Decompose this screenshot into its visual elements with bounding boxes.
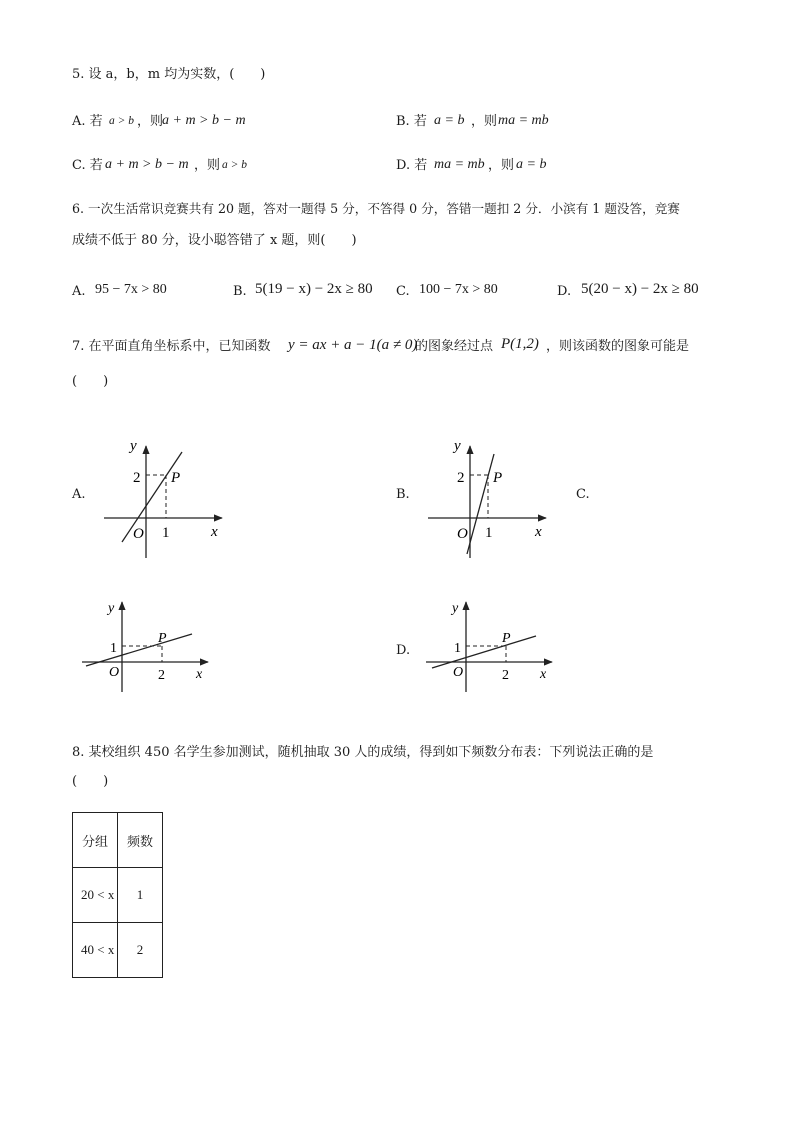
table-header-cell: 分组 xyxy=(73,813,118,868)
function-line xyxy=(86,634,192,666)
q7-func: y = ax + a − 1(a ≠ 0) xyxy=(288,337,418,353)
q6-b-label: B. xyxy=(233,284,247,299)
table-cell: 40 < x xyxy=(73,923,118,978)
q8-paren: ( ) xyxy=(72,774,109,789)
q6-stem-line1: 6. 一次生活常识竞赛共有 20 题，答对一题得 5 分，不答得 0 分，答错一题扣 2 分．小滨有 1 题没答，竞赛 xyxy=(72,201,680,216)
table-row xyxy=(73,923,163,978)
origin-label: O xyxy=(453,665,464,680)
q6-d-label: D. xyxy=(557,284,572,299)
tick-x-label: 1 xyxy=(162,525,170,541)
q5-b-label: B. 若 xyxy=(396,114,427,129)
function-line xyxy=(122,452,182,542)
q6-c-expr: 100 − 7x > 80 xyxy=(419,282,498,297)
origin-label: O xyxy=(457,526,468,542)
y-axis-label: y xyxy=(452,601,459,616)
table-cell: 20 < x xyxy=(73,868,118,923)
q6-stem-line2: 成绩不低于 80 分，设小聪答错了 x 题，则( ) xyxy=(72,233,357,248)
y-axis-label: y xyxy=(454,438,461,454)
tick-y-label: 2 xyxy=(457,470,465,486)
table-header-cell: 频数 xyxy=(118,813,163,868)
table-row xyxy=(73,868,163,923)
tick-x-label: 2 xyxy=(158,668,165,683)
q7-graph-d xyxy=(424,598,564,698)
q5-stem: 5. 设 a，b，m 均为实数，( ) xyxy=(72,67,266,82)
q5-a-res: a + m > b − m xyxy=(162,113,246,128)
q8-stem: 8. 某校组织 450 名学生参加测试，随机抽取 30 人的成绩，得到如下频数分布表：下列说法正确的是 xyxy=(72,745,654,760)
q5-c-mid: ，则 xyxy=(194,158,221,173)
origin-label: O xyxy=(109,665,120,680)
x-axis-label: x xyxy=(540,667,547,682)
q5-d-cond: ma = mb xyxy=(434,157,485,172)
q5-c-res: a > b xyxy=(222,159,248,171)
table-header-row xyxy=(73,813,163,868)
q7-a-label: A. xyxy=(72,487,86,502)
q7-stem-b: 的图象经过点 xyxy=(415,339,494,354)
tick-y-label: 1 xyxy=(454,641,461,656)
q6-c-label: C. xyxy=(396,284,410,299)
q6-d-expr: 5(20 − x) − 2x ≥ 80 xyxy=(581,281,699,297)
q5-b-mid: ，则 xyxy=(471,114,498,129)
point-label: P xyxy=(158,631,167,646)
q6-b-expr: 5(19 − x) − 2x ≥ 80 xyxy=(255,281,373,297)
q7-paren: ( ) xyxy=(72,374,109,389)
q5-c-cond: a + m > b − m xyxy=(105,157,189,172)
x-axis-label: x xyxy=(535,524,542,540)
q7-graph-b xyxy=(424,430,564,570)
x-axis-label: x xyxy=(211,524,218,540)
frequency-table xyxy=(72,812,163,978)
q7-graph-a xyxy=(100,430,240,570)
q5-b-res: ma = mb xyxy=(498,113,549,128)
q7-stem-c: ，则该函数的图象可能是 xyxy=(546,339,690,354)
q6-a-expr: 95 − 7x > 80 xyxy=(95,282,167,297)
tick-x-label: 2 xyxy=(502,668,509,683)
y-axis-label: y xyxy=(130,438,137,454)
point-label: P xyxy=(502,631,511,646)
function-line xyxy=(432,636,536,668)
q5-b-cond: a = b xyxy=(434,113,465,128)
q5-a-mid: ，则 xyxy=(137,114,164,129)
y-axis-label: y xyxy=(108,601,115,616)
point-label: P xyxy=(493,470,503,486)
q7-b-label: B. xyxy=(396,487,410,502)
origin-label: O xyxy=(133,526,144,542)
q7-stem-a: 7. 在平面直角坐标系中，已知函数 xyxy=(72,339,271,354)
q5-a-cond: a > b xyxy=(109,115,135,127)
q5-d-mid: ，则 xyxy=(488,158,515,173)
q7-d-label: D. xyxy=(396,643,411,658)
q5-d-label: D. 若 xyxy=(396,158,428,173)
q7-c-label: C. xyxy=(576,487,590,502)
q7-graph-c xyxy=(80,598,220,698)
table-cell: 1 xyxy=(118,868,163,923)
q5-a-label: A. 若 xyxy=(72,114,103,129)
q6-a-label: A. xyxy=(72,284,86,299)
x-axis-label: x xyxy=(196,667,203,682)
tick-y-label: 1 xyxy=(110,641,117,656)
q7-point: P(1,2) xyxy=(501,336,539,352)
tick-x-label: 1 xyxy=(485,525,493,541)
q5-c-label: C. 若 xyxy=(72,158,103,173)
tick-y-label: 2 xyxy=(133,470,141,486)
point-label: P xyxy=(171,470,181,486)
table-cell: 2 xyxy=(118,923,163,978)
q5-d-res: a = b xyxy=(516,157,547,172)
